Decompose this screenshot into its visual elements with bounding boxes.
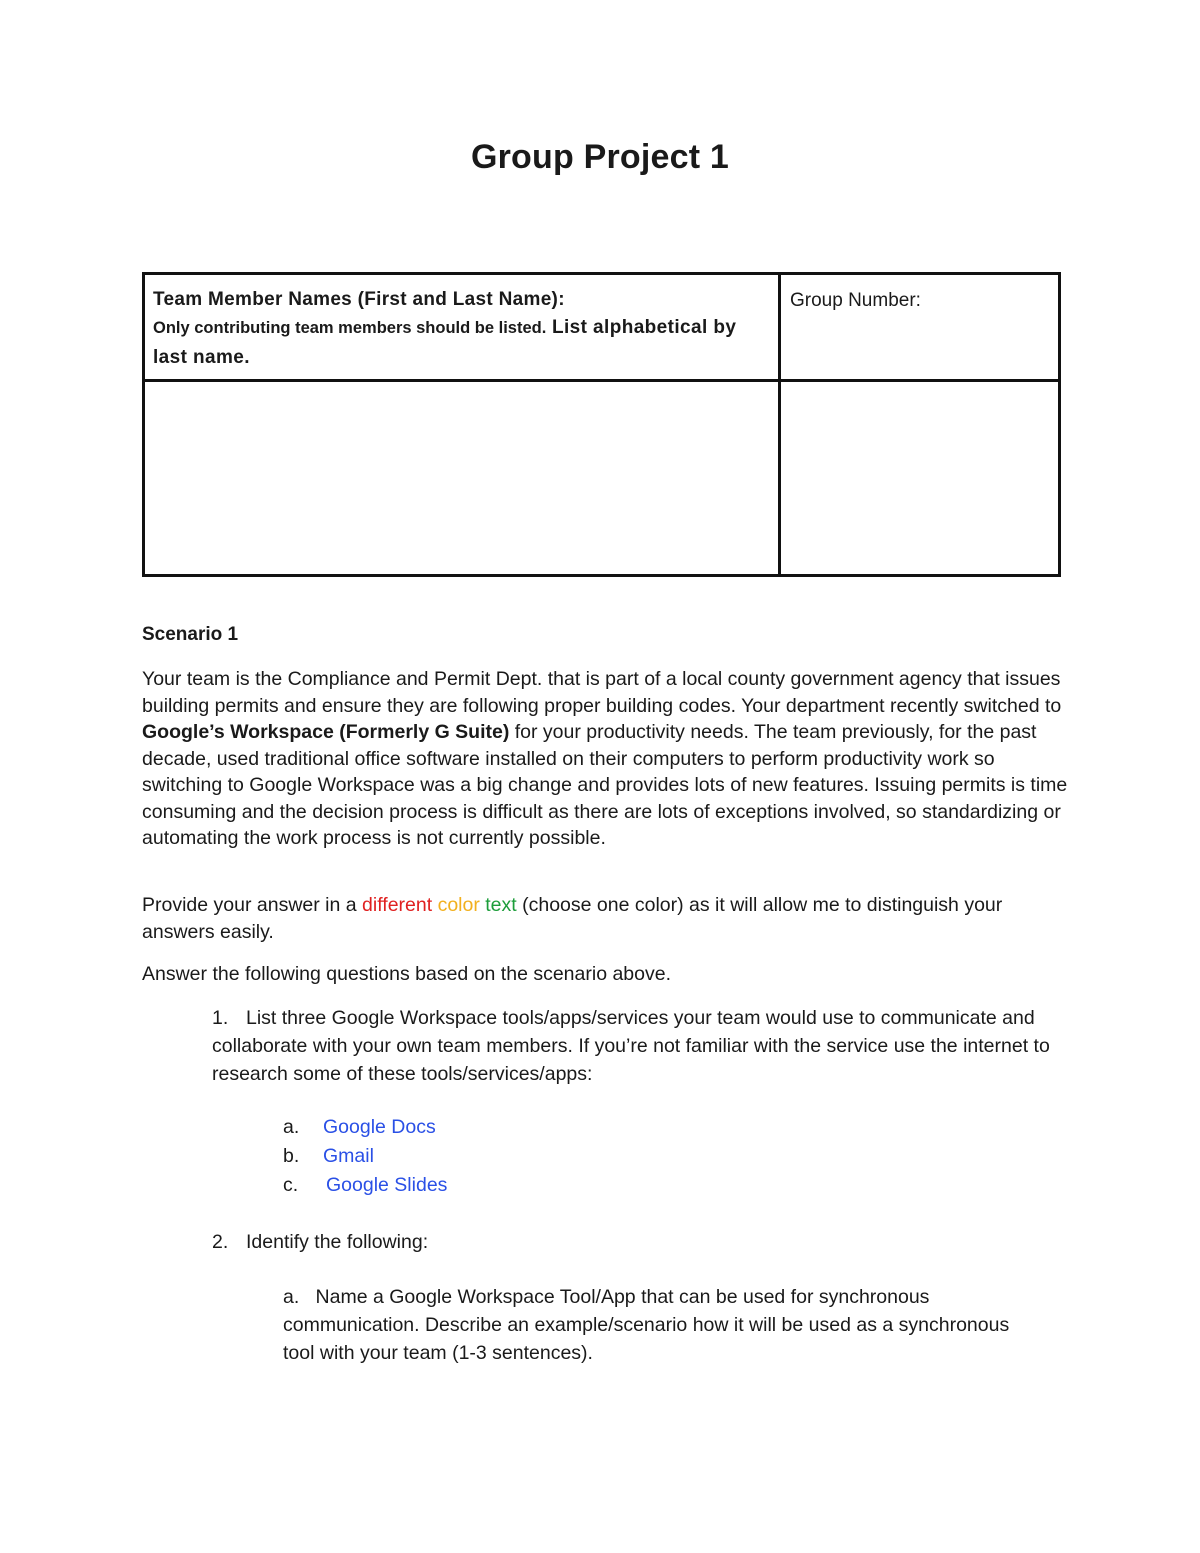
question-1-number: 1.	[212, 1007, 229, 1029]
answer-item	[283, 1142, 374, 1171]
scenario-text-1: Your team is the Compliance and Permit Dept. that is part of a local county government agency that issues building permits and ensure they are following proper building codes. Your department recently switched to	[142, 668, 1062, 717]
color-yellow-word: color	[437, 894, 480, 916]
question-2a-letter: a.	[283, 1286, 300, 1308]
page-title: Group Project 1	[470, 138, 730, 176]
instructions-text-2: (choose one color) as it will allow me to distinguish your answers easily.	[142, 894, 1003, 943]
answer-text: Gmail	[323, 1145, 374, 1167]
group-number-input-cell[interactable]	[780, 381, 1060, 576]
team-members-header: Team Member Names (First and Last Name):	[153, 289, 565, 310]
question-2a	[283, 1283, 1043, 1367]
instructions-paragraph	[142, 892, 1072, 945]
scenario-paragraph	[142, 666, 1072, 852]
group-number-header-cell	[780, 274, 1060, 381]
answer-text: Google Slides	[326, 1174, 448, 1196]
question-1-text: List three Google Workspace tools/apps/services your team would use to communicate and collaborate with your own team members. If you’re not familiar with the service use the internet to research some of these tools/services/apps:	[212, 1007, 1050, 1085]
team-members-note-small: Only contributing team members should be listed.	[153, 319, 547, 337]
questions-intro: Answer the following questions based on the scenario above.	[142, 963, 672, 985]
team-members-header-cell	[144, 274, 780, 381]
question-2	[212, 1228, 428, 1256]
team-info-table	[142, 272, 1061, 577]
question-2-number: 2.	[212, 1231, 229, 1253]
instructions-text-1: Provide your answer in a	[142, 894, 363, 916]
group-number-label: Group Number:	[790, 290, 921, 311]
question-2a-text: Name a Google Workspace Tool/App that can be used for synchronous communication. Describe an example/scenario how it will be used as a synchronous tool with your team (1-3 sentences).	[283, 1286, 1010, 1364]
scenario-text-2: for your productivity needs. The team previously, for the past decade, used traditional office software installed on their computers to perform productivity work so switching to Google Workspace was a big change and provides lots of new features. Issuing permits is time consuming and the decision process is difficult as there are lots of exceptions involved, so standardizing or automating the work process is not currently possible.	[142, 721, 1068, 849]
different-red-word: different	[362, 894, 433, 916]
question-2-text: Identify the following:	[246, 1231, 429, 1253]
team-members-note	[153, 313, 770, 373]
answer-item	[283, 1171, 447, 1200]
team-members-input-cell[interactable]	[144, 381, 780, 576]
text-green-word: text	[485, 894, 517, 916]
answer-text: Google Docs	[323, 1116, 436, 1138]
team-members-note-large: List alphabetical by last name.	[153, 317, 737, 368]
question-1	[212, 1004, 1062, 1088]
answer-letter: a.	[283, 1116, 300, 1138]
scenario-title: Scenario 1	[142, 624, 239, 645]
workspace-bold-text: Google’s Workspace (Formerly G Suite)	[142, 721, 510, 743]
answer-item	[283, 1113, 436, 1142]
answer-letter: c.	[283, 1174, 299, 1196]
answer-letter: b.	[283, 1145, 300, 1167]
